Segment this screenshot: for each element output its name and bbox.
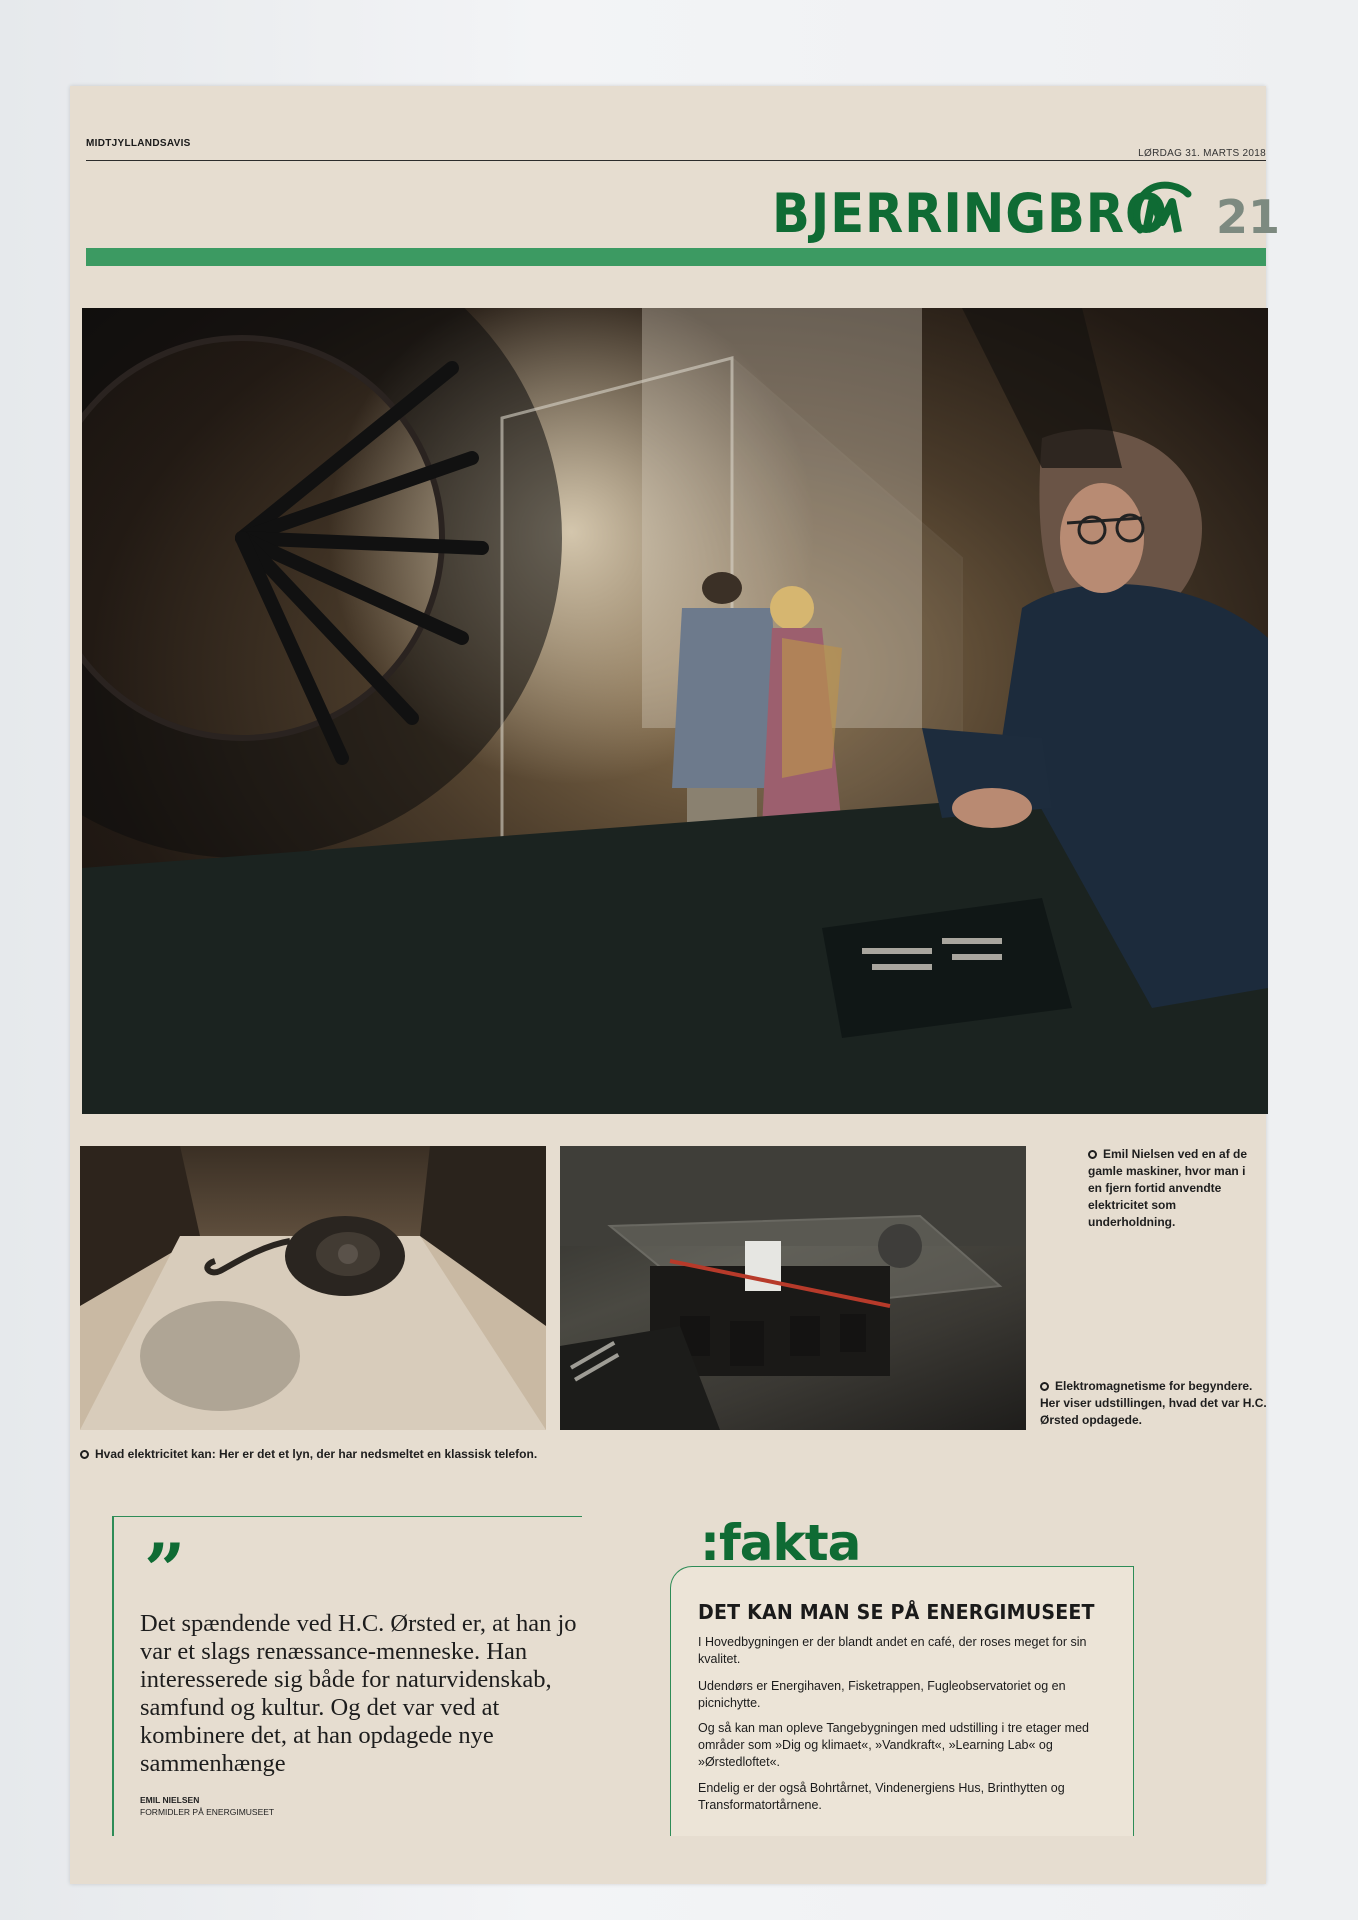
bleed-through-text (600, 1440, 940, 1510)
masthead: MIDTJYLLANDSAVIS (86, 138, 191, 149)
fakta-paragraph: Endelig er der også Bohrtårnet, Vindenergiens Hus, Brinthytten og Transformatortårnene. (698, 1781, 1065, 1812)
caption-main-photo (1088, 1146, 1258, 1231)
caption-telefon-text: Hvad elektricitet kan: Her er det et lyn, der har nedsmeltet en klassisk telefon. (95, 1447, 538, 1461)
fakta-label: :fakta (700, 1514, 861, 1572)
section-title: BJERRINGBRO (772, 182, 1169, 245)
caption-bullet-icon (1088, 1150, 1097, 1159)
publication-date: LØRDAG 31. MARTS 2018 (1138, 148, 1266, 159)
telephone-illustration (80, 1146, 546, 1430)
caption-bullet-icon (80, 1450, 89, 1459)
main-photo-illustration (82, 308, 1268, 1114)
quote-author: EMIL NIELSEN (140, 1795, 200, 1805)
quote-mark-icon: ” (144, 1527, 186, 1612)
photo-melted-telephone (80, 1146, 546, 1430)
quote-role: FORMIDLER PÅ ENERGIMUSEET (140, 1807, 275, 1817)
fakta-heading: DET KAN MAN SE PÅ ENERGIMUSEET (698, 1600, 1095, 1624)
fakta-paragraph: I Hovedbygningen er der blandt andet en café, der roses meget for sin kvalitet. (698, 1635, 1087, 1666)
exhibit-illustration (560, 1146, 1026, 1430)
main-photo-museum-exhibit (82, 308, 1268, 1114)
section-bar (86, 248, 1266, 266)
caption-bullet-icon (1040, 1382, 1049, 1391)
photo-electromagnetism-exhibit (560, 1146, 1026, 1430)
caption-telefon (80, 1446, 540, 1463)
midtjyllands-logo-icon (1130, 178, 1194, 242)
fakta-paragraph: Og så kan man opleve Tangebygningen med udstilling i tre etager med områder som »Dig og klimaet«, »Vandkraft«, »Learning Lab« og »Ørstedloftet«. (698, 1721, 1089, 1769)
header-rule (86, 160, 1266, 161)
caption-main-text: Emil Nielsen ved en af de gamle maskiner, hvor man i en fjern fortid anvendte elektricitet som underholdning. (1088, 1147, 1248, 1229)
caption-elektromagnetisme (1040, 1378, 1270, 1429)
caption-elektromagnetisme-text: Elektromagnetisme for begyndere. Her viser udstillingen, hvad det var H.C. Ørsted opdagede. (1040, 1379, 1267, 1427)
page-number: 21 (1216, 190, 1281, 244)
fakta-paragraph: Udendørs er Energihaven, Fisketrappen, Fugleobservatoriet og en picnichytte. (698, 1679, 1066, 1710)
pull-quote: Det spændende ved H.C. Ørsted er, at han jo var et slags renæssance-menneske. Han interesserede sig både for naturvidenskab, samfund og kultur. Og det var ved at kombinere det, at han opdagede nye sammenhænge (140, 1610, 577, 1777)
